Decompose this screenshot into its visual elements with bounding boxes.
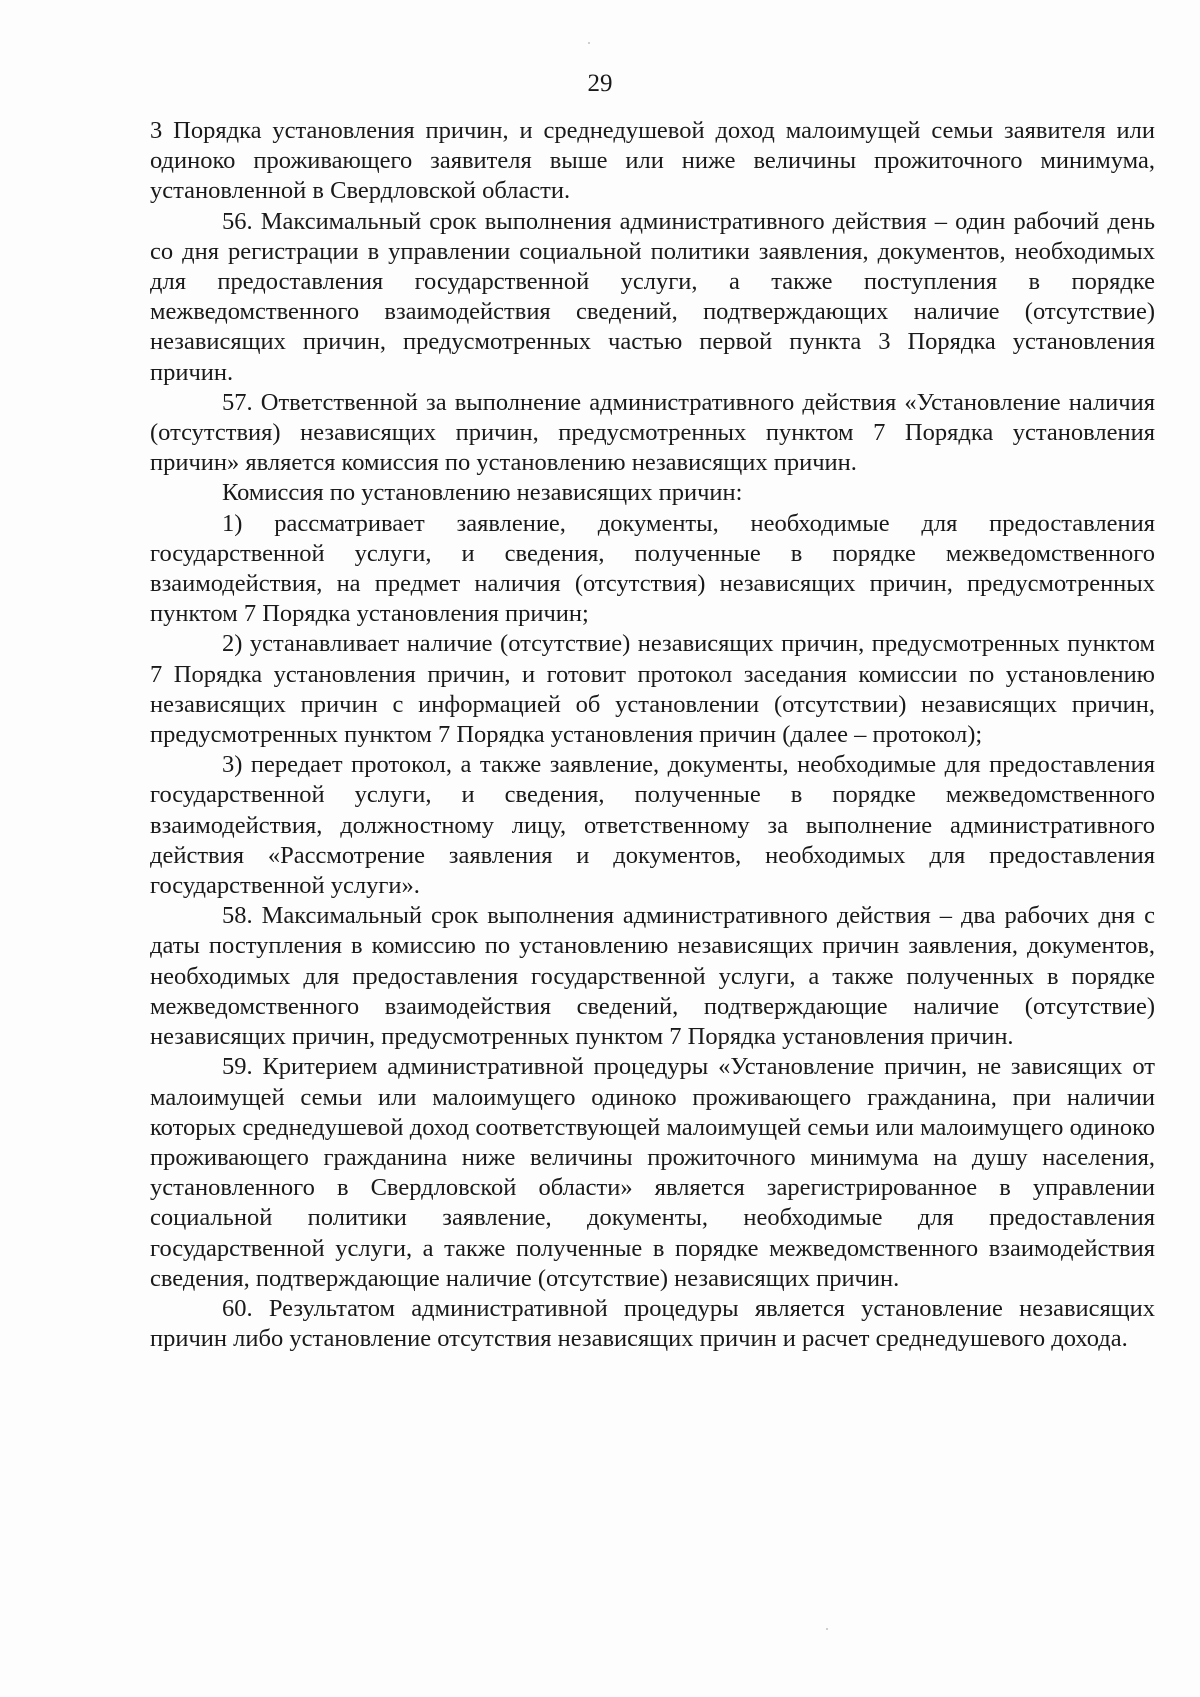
paragraph-commission-intro: Комиссия по установлению независящих причин: <box>222 479 743 507</box>
paragraph-57: 57. Ответственной за выполнение административного действия «Установление наличия (отсутствия) независящих причин, предусмотренных пунктом 7 Порядка установления причин» является комиссия по установлению независящих причин. <box>150 388 1155 477</box>
page-number: 29 <box>587 70 613 97</box>
paragraph-59: 59. Критерием административной процедуры «Установление причин, не зависящих от малоимущей семьи или малоимущего одиноко проживающего гражданина, при наличии которых среднедушевой доход соответствующей малоимущей семьи или малоимущего одиноко проживающего гражданина ниже величины прожиточного минимума на душу населения, установленного в Свердловской области» является зарегистрированное в управлении социальной политики заявление, документы, необходимые для предоставления государственной услуги, а также полученные в порядке межведомственного взаимодействия сведения, подтверждающие наличие (отсутствие) независящих причин. <box>150 1053 1155 1292</box>
list-item-1: 1) рассматривает заявление, документы, необходимые для предоставления государственной услуги, и сведения, полученные в порядке межведомственного взаимодействия, на предмет наличия (отсутствия) независящих причин, предусмотренных пунктом 7 Порядка установления причин; <box>150 509 1155 628</box>
scan-speck <box>826 1628 828 1630</box>
paragraph-56: 56. Максимальный срок выполнения административного действия – один рабочий день со дня регистрации в управлении социальной политики заявления, документов, необходимых для предоставления государственной услуги, а также поступления в порядке межведомственного взаимодействия сведений, подтверждающих наличие (отсутствие) независящих причин, предусмотренных частью первой пункта 3 Порядка установления причин. <box>150 207 1155 386</box>
scan-speck <box>588 42 590 44</box>
list-item-2: 2) устанавливает наличие (отсутствие) независящих причин, предусмотренных пунктом 7 Порядка установления причин, и готовит протокол заседания комиссии по установлению независящих причин с информацией об установлении (отсутствии) независящих причин, предусмотренных пунктом 7 Порядка установления причин (далее – протокол); <box>150 630 1155 749</box>
paragraph-continuation: 3 Порядка установления причин, и среднедушевой доход малоимущей семьи заявителя или одиноко проживающего заявителя выше или ниже величины прожиточного минимума, установленной в Свердловской области. <box>150 117 1155 205</box>
document-body <box>150 116 1155 1354</box>
paragraph-60: 60. Результатом административной процедуры является установление независящих причин либо установление отсутствия независящих причин и расчет среднедушевого дохода. <box>150 1294 1155 1353</box>
paragraph-58: 58. Максимальный срок выполнения административного действия – два рабочих дня с даты поступления в комиссию по установлению независящих причин заявления, документов, необходимых для предоставления государственной услуги, а также полученных в порядке межведомственного взаимодействия сведений, подтверждающие наличие (отсутствие) независящих причин, предусмотренных пунктом 7 Порядка установления причин. <box>150 902 1155 1051</box>
list-item-3: 3) передает протокол, а также заявление, документы, необходимые для предоставления государственной услуги, и сведения, полученные в порядке межведомственного взаимодействия, должностному лицу, ответственному за выполнение административного действия «Рассмотрение заявления и документов, необходимых для предоставления государственной услуги». <box>150 751 1155 900</box>
